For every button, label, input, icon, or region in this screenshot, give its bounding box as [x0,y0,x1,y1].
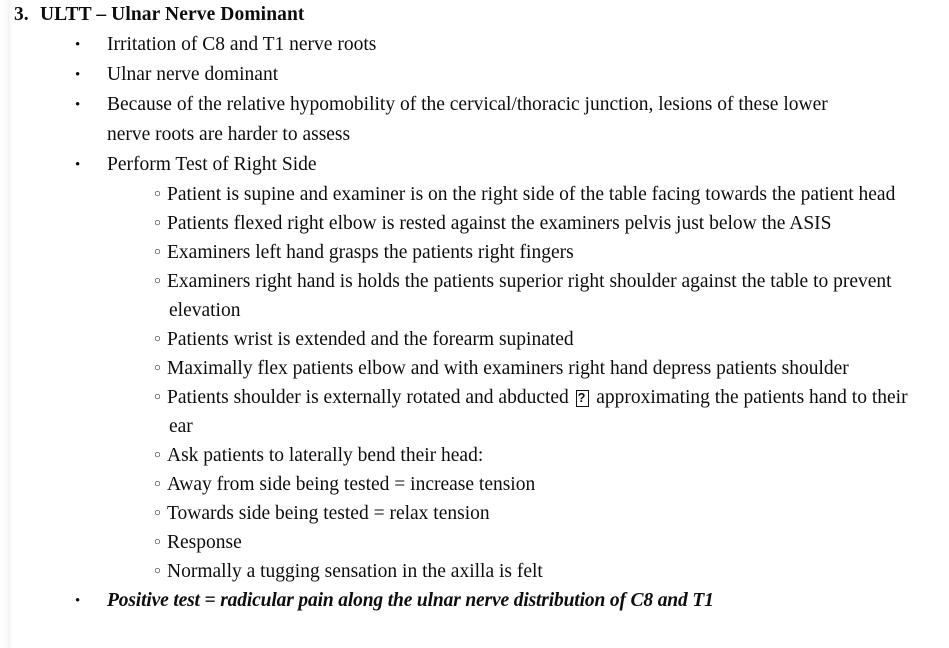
list-item [0,30,949,60]
conclusion-list-item [0,586,949,616]
hollow-bullet-icon: ○ [154,449,161,461]
hollow-bullet-icon: ○ [154,507,161,519]
sub-list-item [0,499,949,528]
sub-list-item [0,441,949,470]
hollow-bullet-icon: ○ [154,536,161,548]
sub-list-item-label: Patients flexed right elbow is rested against the examiners pelvis just below the ASIS [167,213,832,234]
list-item [0,150,949,180]
list-item [0,90,949,150]
page-title: ULTT – Ulnar Nerve Dominant [40,4,305,25]
sub-list-item [0,209,949,238]
sub-list-item-label: Away from side being tested = increase tension [167,474,536,495]
sub-list-item [0,557,949,586]
sub-list-item-label: Maximally flex patients elbow and with examiners right hand depress patients shoulder [167,358,849,379]
sub-list-item [0,354,949,383]
bullet-icon: • [75,67,81,83]
bullet-icon: • [75,97,81,113]
missing-glyph-box-icon: ? [576,390,590,407]
sub-list-item-label: Patient is supine and examiner is on the right side of the table facing towards the patient head [167,184,896,205]
bullet-icon: • [75,593,81,609]
hollow-bullet-icon: ○ [154,333,161,345]
hollow-bullet-icon: ○ [154,362,161,374]
sub-list-item [0,470,949,499]
sub-list-item-text-before: Patients shoulder is externally rotated and abducted [167,387,569,408]
list-item-label: Ulnar nerve dominant [107,64,279,85]
list-item [0,60,949,90]
hollow-bullet-icon: ○ [154,565,161,577]
sub-list-item-label [169,383,931,441]
list-item-label: Perform Test of Right Side [107,154,317,175]
sub-list-item-label: Towards side being tested = relax tension [167,503,490,524]
conclusion-label: Positive test = radicular pain along the ulnar nerve distribution of C8 and T1 [107,590,714,611]
bullet-icon: • [75,157,81,173]
sub-list-item [0,528,949,557]
sub-list-item-label: Patients wrist is extended and the forearm supinated [167,329,574,350]
hollow-bullet-icon: ○ [154,188,161,200]
hollow-bullet-icon: ○ [154,391,161,403]
hollow-bullet-icon: ○ [154,217,161,229]
sub-list-item [0,267,949,325]
heading-list-item [0,0,949,30]
list-item-label: Irritation of C8 and T1 nerve roots [107,34,377,55]
sub-list-item-text-after: approximating the patients hand to their ear [169,387,908,437]
sub-list-item [0,325,949,354]
hollow-bullet-icon: ○ [154,275,161,287]
sub-list-item [0,180,949,209]
sub-list-item-label: Examiners left hand grasps the patients right fingers [167,242,574,263]
bullet-icon: • [75,37,81,53]
hollow-bullet-icon: ○ [154,246,161,258]
sub-list-item-label: Normally a tugging sensation in the axilla is felt [167,561,543,582]
sub-list-item [0,238,949,267]
sub-list-item [0,383,949,441]
list-item-label: Because of the relative hypomobility of the cervical/thoracic junction, lesions of these lower nerve roots are harder to assess [107,94,828,145]
hollow-bullet-icon: ○ [154,478,161,490]
list-number: 3. [14,4,29,25]
sub-list-item-label: Ask patients to laterally bend their head: [167,445,484,466]
sub-list-item-label: Examiners right hand is holds the patients superior right shoulder against the table to prevent elevation [167,271,892,321]
sub-list-item-label: Response [167,532,242,553]
